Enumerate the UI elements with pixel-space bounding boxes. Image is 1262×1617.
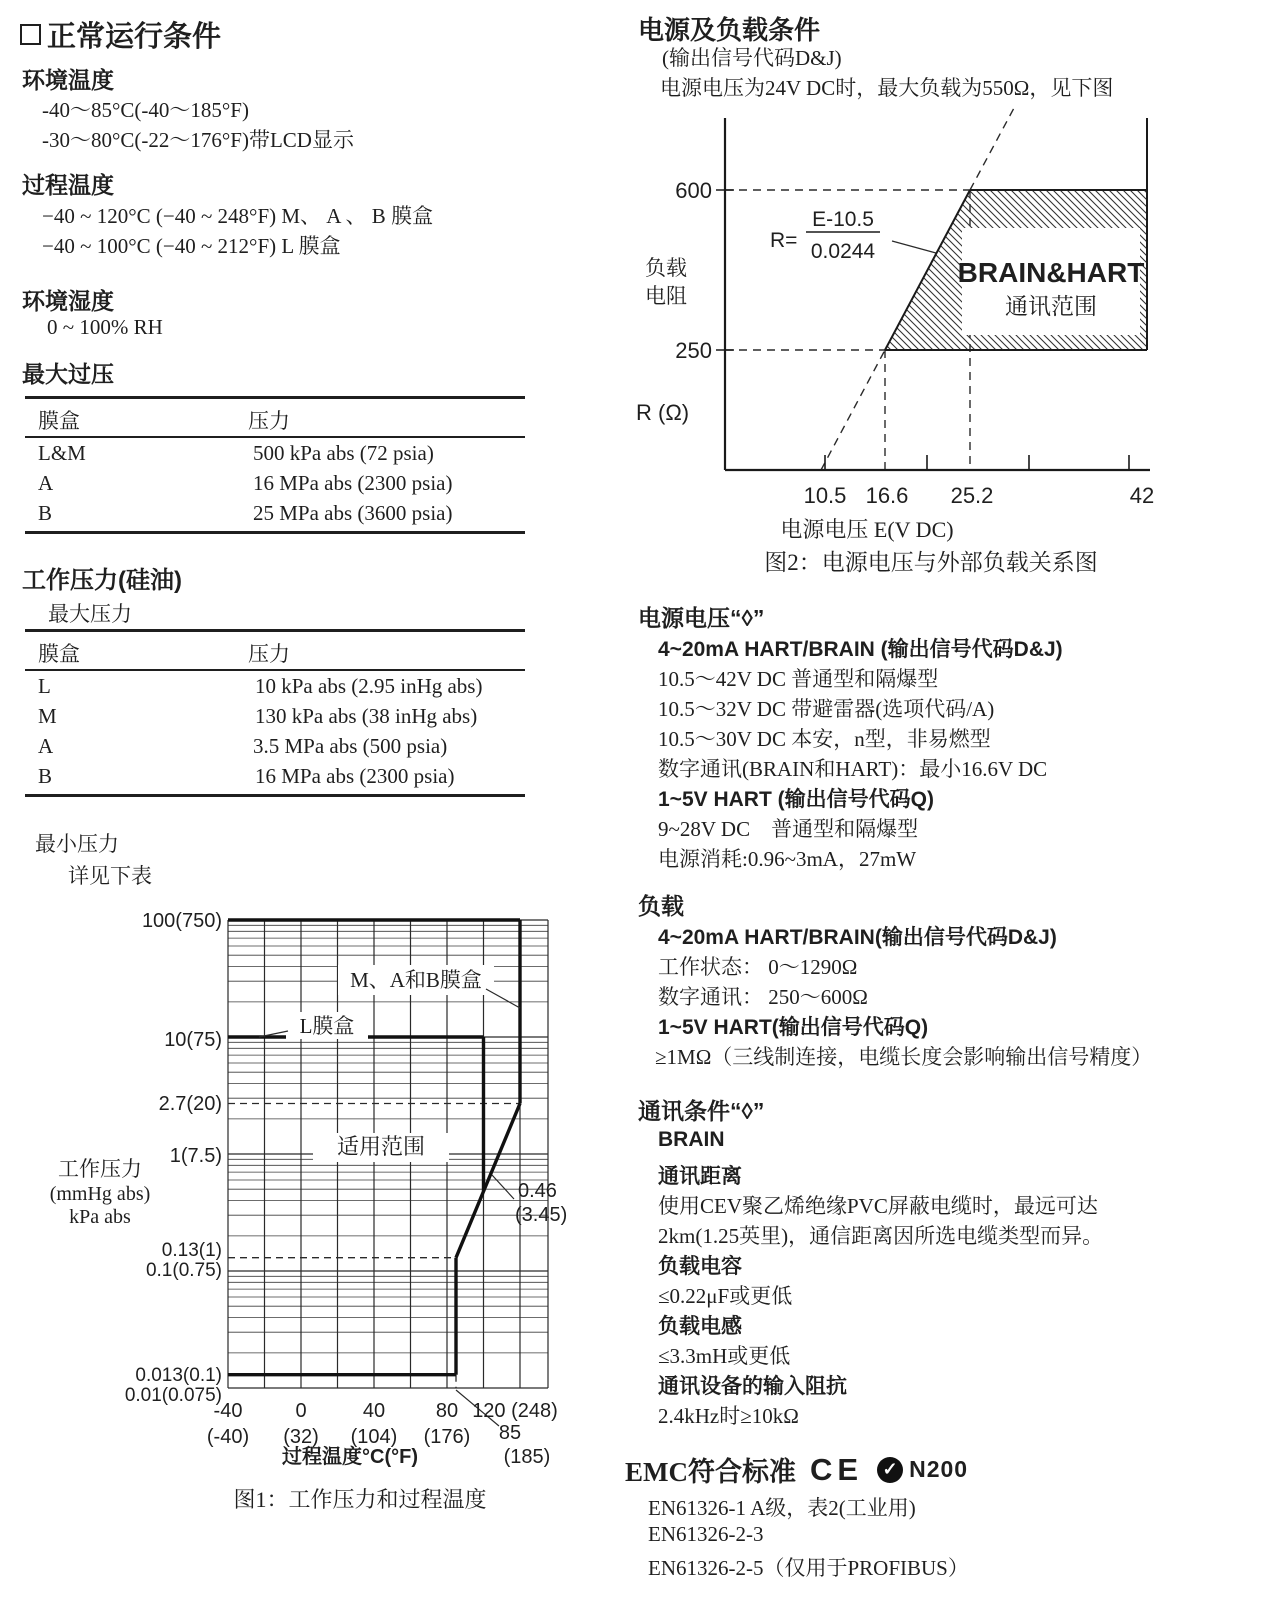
emc-header-row xyxy=(625,1450,968,1489)
fig1-y-tick: 100(750) xyxy=(141,910,222,932)
col-header-capsule: 膜盒 xyxy=(38,642,80,666)
table-working-pressure xyxy=(25,629,525,797)
emc-standard-3: EN61326-2-5（仅用于PROFIBUS） xyxy=(648,1556,969,1580)
humidity-line: 0 ~ 100% RH xyxy=(47,315,163,339)
fig1-y-tick: 0.013(0.1) xyxy=(135,1365,222,1386)
cell-capsule: B xyxy=(38,501,53,525)
fig2-supply-load-chart xyxy=(620,100,1262,580)
load-line4: 1~5V HART(输出信号代码Q) xyxy=(658,1016,929,1039)
ambient-temp-line2: -30～80°C(-22～176°F)带LCD显示 xyxy=(42,128,354,152)
fig2-y-axis-label-2: 电阻 xyxy=(645,284,687,308)
table-row xyxy=(25,498,525,531)
heading-power-load: 电源及负载条件 xyxy=(638,15,821,45)
table-row xyxy=(25,438,525,468)
supply-voltage-line1: 4~20mA HART/BRAIN (输出信号代码D&J) xyxy=(658,638,1063,661)
emc-standard-1: EN61326-1 A级，表2(工业用) xyxy=(648,1496,916,1520)
fig2-caption: 图2：电源电压与外部负载关系图 xyxy=(764,550,1098,575)
section-square-icon xyxy=(20,24,41,45)
fig1-x-tick: 0 xyxy=(295,1400,307,1422)
supply-voltage-line8: 电源消耗:0.96~3mA，27mW xyxy=(658,847,917,871)
fig2-formula-numerator: E-10.5 xyxy=(812,208,874,231)
process-temp-line2: −40 ~ 100°C (−40 ~ 212°F) L 膜盒 xyxy=(42,234,341,258)
fig1-x-tick-f: (104) xyxy=(350,1426,398,1448)
min-pressure-note: 详见下表 xyxy=(68,864,152,888)
fig1-mab-label: M、A和B膜盒 xyxy=(350,968,482,992)
power-load-sub: (输出信号代码D&J) xyxy=(662,46,842,70)
fig2-region-label-2: 通讯范围 xyxy=(1005,294,1097,319)
col-header-pressure: 压力 xyxy=(248,642,290,666)
fig1-x-tick: 120 (248) xyxy=(472,1400,558,1422)
load-line2: 工作状态： 0～1290Ω xyxy=(658,955,858,979)
heading-comm-conditions: 通讯条件“◊” xyxy=(638,1098,765,1124)
page-title-text: 正常运行条件 xyxy=(47,21,222,53)
fig2-x-tick: 25.2 xyxy=(950,483,994,508)
cell-pressure: 3.5 MPa abs (500 psia) xyxy=(253,734,448,758)
fig2-y-axis-label-1: 负载 xyxy=(645,256,687,280)
heading-overpressure: 最大过压 xyxy=(22,361,114,387)
fig1-range-label: 适用范围 xyxy=(336,1134,426,1159)
table-overpressure xyxy=(25,396,525,534)
fig1-working-pressure-chart xyxy=(20,855,640,1535)
page-title xyxy=(20,14,221,55)
cell-capsule: A xyxy=(38,471,54,495)
fig2-formula-denominator: 0.0244 xyxy=(810,240,876,263)
fig1-x-tick-85f: (185) xyxy=(503,1446,551,1468)
fig1-y-tick: 0.1(0.75) xyxy=(145,1260,222,1281)
fig1-callouts xyxy=(259,989,520,1426)
fig1-caption: 图1：工作压力和过程温度 xyxy=(233,1487,487,1512)
table-row xyxy=(25,761,525,794)
table-working-header xyxy=(25,632,525,671)
cell-capsule: L xyxy=(38,674,51,698)
heading-min-pressure: 最小压力 xyxy=(35,832,119,856)
power-load-desc: 电源电压为24V DC时，最大负载为550Ω，见下图 xyxy=(660,76,1114,100)
comm-distance-line2: 2km(1.25英里)，通信距离因所选电缆类型而异。 xyxy=(658,1224,1104,1248)
supply-voltage-line2: 10.5～42V DC 普通型和隔爆型 xyxy=(658,667,939,691)
fig1-point-value-alt: (3.45) xyxy=(515,1204,568,1226)
cell-capsule: A xyxy=(38,734,54,758)
ce-mark-icon: CE xyxy=(810,1451,864,1487)
fig2-y-tick-250: 250 xyxy=(675,338,712,363)
col-header-capsule: 膜盒 xyxy=(38,409,80,433)
fig1-x-tick-85: 85 xyxy=(498,1422,522,1444)
supply-voltage-line3: 10.5～32V DC 带避雷器(选项代码/A) xyxy=(658,697,995,721)
comm-distance-line1: 使用CEV聚乙烯绝缘PVC屏蔽电缆时，最远可达 xyxy=(658,1194,1098,1218)
fig1-y-title-2: (mmHg abs) xyxy=(49,1183,151,1205)
table-overpressure-header xyxy=(25,399,525,438)
fig1-y-tick: 10(75) xyxy=(164,1029,222,1051)
fig2-x-tick: 10.5 xyxy=(803,483,847,508)
heading-working-pressure: 工作压力(硅油) xyxy=(22,567,182,594)
comm-inductance-value: ≤3.3mH或更低 xyxy=(658,1344,791,1368)
supply-voltage-line4: 10.5～30V DC 本安，n型，非易燃型 xyxy=(658,727,991,751)
fig1-x-title: 过程温度°C(°F) xyxy=(282,1446,418,1468)
comm-distance-label: 通讯距离 xyxy=(658,1165,742,1188)
fig1-y-tick: 0.01(0.075) xyxy=(124,1385,222,1406)
cell-pressure: 25 MPa abs (3600 psia) xyxy=(253,501,453,525)
heading-ambient-temp: 环境温度 xyxy=(22,67,114,93)
load-line5: ≥1MΩ（三线制连接，电缆长度会影响输出信号精度） xyxy=(655,1045,1153,1069)
supply-voltage-line7: 9~28V DC 普通型和隔爆型 xyxy=(658,817,919,841)
cell-capsule: L&M xyxy=(38,441,86,465)
heading-load: 负载 xyxy=(638,893,684,919)
comm-capacitance-value: ≤0.22μF或更低 xyxy=(658,1284,793,1308)
load-line1: 4~20mA HART/BRAIN(输出信号代码D&J) xyxy=(658,926,1057,949)
cell-pressure: 130 kPa abs (38 inHg abs) xyxy=(255,704,478,728)
ambient-temp-line1: -40～85°C(-40～185°F) xyxy=(42,98,249,122)
heading-emc: EMC符合标准 xyxy=(625,1457,796,1487)
heading-process-temp: 过程温度 xyxy=(22,172,114,198)
fig1-y-title-3: kPa abs xyxy=(69,1206,131,1228)
fig1-y-title-1: 工作压力 xyxy=(58,1157,142,1181)
comm-impedance-label: 通讯设备的输入阻抗 xyxy=(658,1375,847,1398)
c-tick-icon xyxy=(877,1457,903,1483)
fig1-x-tick: 40 xyxy=(362,1400,386,1422)
fig1-y-tick: 0.13(1) xyxy=(161,1240,222,1261)
cell-pressure: 500 kPa abs (72 psia) xyxy=(253,441,434,465)
fig1-l-label: L膜盒 xyxy=(299,1014,355,1038)
col-header-pressure: 压力 xyxy=(248,409,290,433)
table-row xyxy=(25,468,525,498)
process-temp-line1: −40 ~ 120°C (−40 ~ 248°F) M、 A 、 B 膜盒 xyxy=(42,204,434,228)
comm-impedance-value: 2.4kHz时≥10kΩ xyxy=(658,1404,799,1428)
working-pressure-sub: 最大压力 xyxy=(48,602,132,626)
cell-capsule: B xyxy=(38,764,53,788)
fig2-formula-callout xyxy=(892,241,936,253)
cell-capsule: M xyxy=(38,704,57,728)
fig1-x-tick-f: (-40) xyxy=(206,1426,250,1448)
fig2-formula-lhs: R= xyxy=(770,229,798,252)
fig1-x-tick-f: (32) xyxy=(283,1426,319,1448)
fig1-y-tick: 2.7(20) xyxy=(158,1093,222,1115)
comm-brain: BRAIN xyxy=(658,1128,725,1151)
fig1-point-value: 0.46 xyxy=(518,1180,557,1202)
supply-voltage-line6: 1~5V HART (输出信号代码Q) xyxy=(658,788,934,811)
comm-inductance-label: 负载电感 xyxy=(658,1315,742,1338)
fig1-l-boundary-line xyxy=(228,1037,484,1191)
emc-standard-2: EN61326-2-3 xyxy=(648,1522,764,1546)
comm-capacitance-label: 负载电容 xyxy=(658,1255,742,1278)
supply-voltage-line5: 数字通讯(BRAIN和HART)：最小16.6V DC xyxy=(658,757,1048,781)
fig1-x-tick: 80 xyxy=(435,1400,459,1422)
fig1-y-tick: 1(7.5) xyxy=(169,1145,222,1167)
heading-humidity: 环境湿度 xyxy=(22,288,114,314)
c-tick-check: ✓ xyxy=(882,1459,898,1479)
fig2-region-label-1: BRAIN&HART xyxy=(957,257,1145,288)
cell-pressure: 10 kPa abs (2.95 inHg abs) xyxy=(255,674,483,698)
table-row xyxy=(25,701,525,731)
fig2-x-tick: 16.6 xyxy=(865,483,909,508)
fig2-x-title: 电源电压 E(V DC) xyxy=(780,517,954,542)
fig1-x-tick-f: (176) xyxy=(423,1426,471,1448)
cell-pressure: 16 MPa abs (2300 psia) xyxy=(253,471,453,495)
fig2-x-tick: 42 xyxy=(1129,483,1155,508)
heading-supply-voltage: 电源电压“◊” xyxy=(638,605,765,631)
table-row xyxy=(25,731,525,761)
n200-label: N200 xyxy=(909,1456,969,1482)
fig2-y-axis-symbol: R (Ω) xyxy=(636,400,690,425)
table-row xyxy=(25,671,525,701)
load-line3: 数字通讯： 250～600Ω xyxy=(658,985,868,1009)
fig2-y-tick-600: 600 xyxy=(675,178,712,203)
fig1-x-tick: -40 xyxy=(213,1400,243,1422)
cell-pressure: 16 MPa abs (2300 psia) xyxy=(255,764,455,788)
